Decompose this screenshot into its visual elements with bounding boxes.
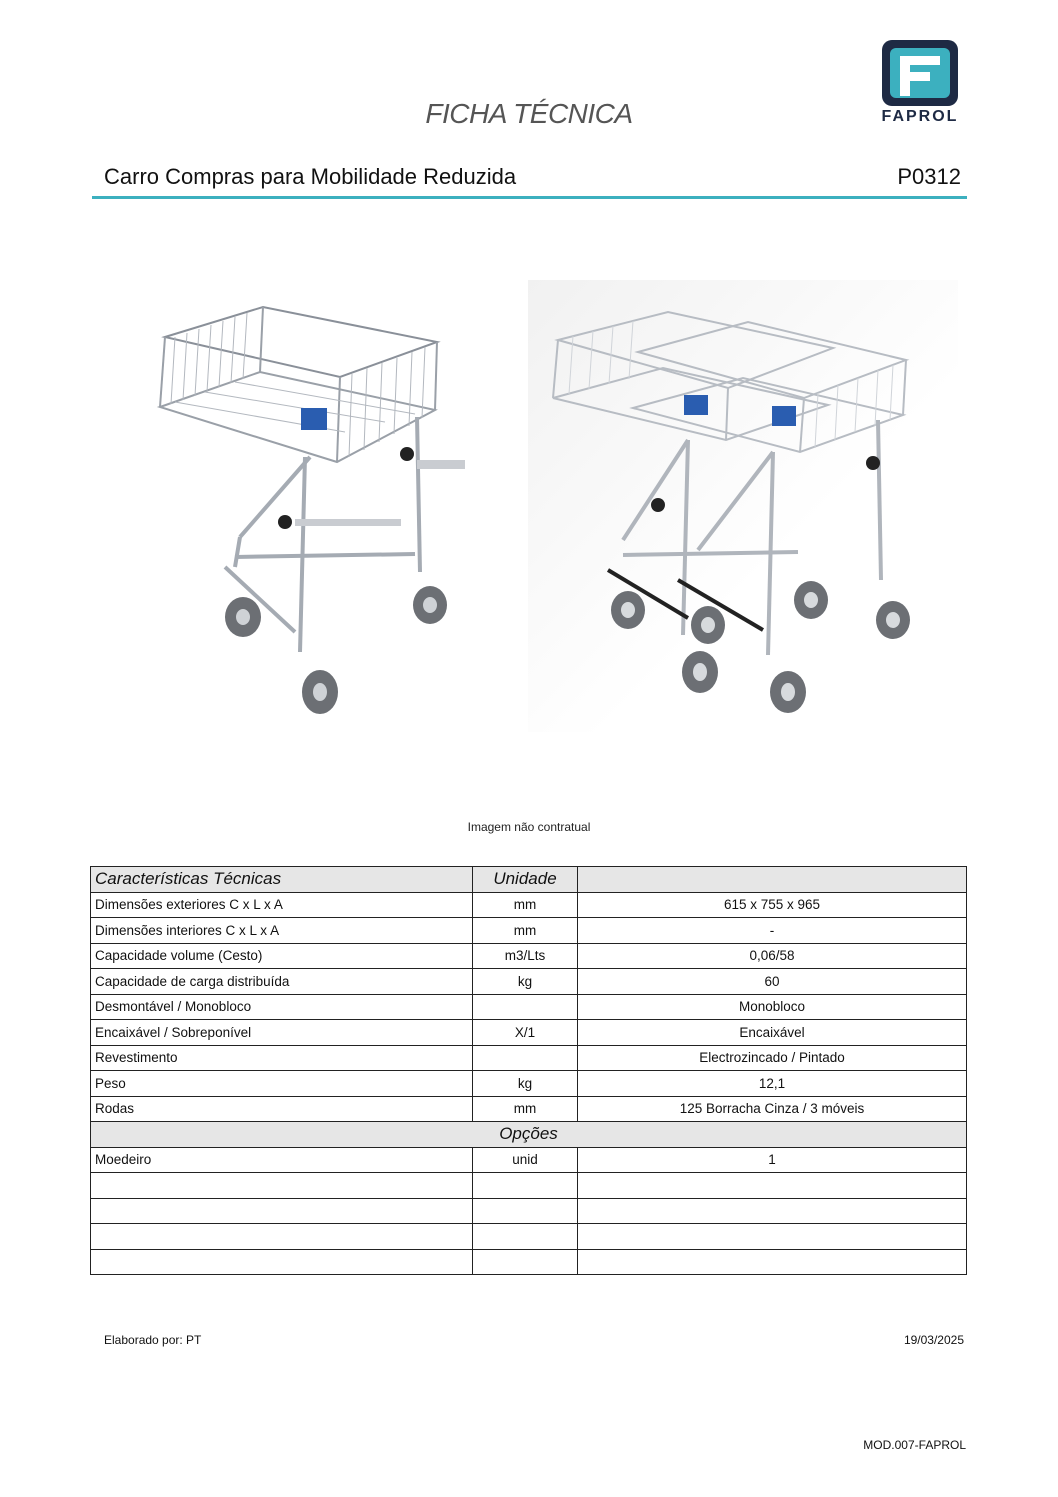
row-value: - [578,918,967,944]
row-unit: mm [473,892,578,918]
product-header [92,164,967,199]
option-value [578,1198,967,1224]
options-header-row [91,1122,967,1148]
table-row [91,1071,967,1097]
table-header-row [91,867,967,893]
option-unit [473,1198,578,1224]
options-row [91,1173,967,1199]
row-unit: kg [473,1071,578,1097]
row-value: Electrozincado / Pintado [578,1045,967,1071]
table-row [91,994,967,1020]
row-unit: mm [473,1096,578,1122]
option-value: 1 [578,1147,967,1173]
row-label: Revestimento [91,1045,473,1071]
row-label: Desmontável / Monobloco [91,994,473,1020]
row-unit: m3/Lts [473,943,578,969]
row-value: 615 x 755 x 965 [578,892,967,918]
prepared-by: Elaborado por: PT [104,1333,202,1347]
row-label: Capacidade de carga distribuída [91,969,473,995]
option-unit [473,1249,578,1275]
table-row [91,943,967,969]
row-label: Capacidade volume (Cesto) [91,943,473,969]
options-row [91,1198,967,1224]
row-value: Monobloco [578,994,967,1020]
table-row [91,1045,967,1071]
row-unit: mm [473,918,578,944]
row-unit: X/1 [473,1020,578,1046]
row-unit: kg [473,969,578,995]
options-row [91,1147,967,1173]
option-label: Moedeiro [91,1147,473,1173]
options-row [91,1249,967,1275]
option-unit [473,1173,578,1199]
header-characteristics: Características Técnicas [91,867,473,893]
row-unit [473,994,578,1020]
header-value [578,867,967,893]
logo-wordmark: FAPROL [881,108,959,125]
option-label [91,1198,473,1224]
options-row [91,1224,967,1250]
product-name: Carro Compras para Mobilidade Reduzida [104,164,517,189]
row-label: Peso [91,1071,473,1097]
table-row [91,969,967,995]
row-label: Encaixável / Sobreponível [91,1020,473,1046]
option-label [91,1249,473,1275]
row-value: 125 Borracha Cinza / 3 móveis [578,1096,967,1122]
options-header: Opções [91,1122,967,1148]
product-photo-single [145,282,485,742]
product-code: P0312 [897,164,961,189]
row-value: 60 [578,969,967,995]
row-unit [473,1045,578,1071]
table-row [91,1020,967,1046]
document-date: 19/03/2025 [903,1333,964,1347]
option-value [578,1173,967,1199]
option-unit [473,1224,578,1250]
option-value [578,1249,967,1275]
option-label [91,1224,473,1250]
model-reference: MOD.007-FAPROL [863,1438,966,1452]
option-value [578,1224,967,1250]
product-photo-nested [528,280,958,732]
row-value: Encaixável [578,1020,967,1046]
specifications-table [90,866,967,1275]
document-title: FICHA TÉCNICA [425,98,633,129]
table-row [91,1096,967,1122]
row-value: 12,1 [578,1071,967,1097]
header-unit: Unidade [473,867,578,893]
row-label: Dimensões interiores C x L x A [91,918,473,944]
table-row [91,892,967,918]
image-caption: Imagem não contratual [467,820,591,834]
option-unit: unid [473,1147,578,1173]
option-label [91,1173,473,1199]
row-value: 0,06/58 [578,943,967,969]
row-label: Dimensões exteriores C x L x A [91,892,473,918]
row-label: Rodas [91,1096,473,1122]
table-row [91,918,967,944]
